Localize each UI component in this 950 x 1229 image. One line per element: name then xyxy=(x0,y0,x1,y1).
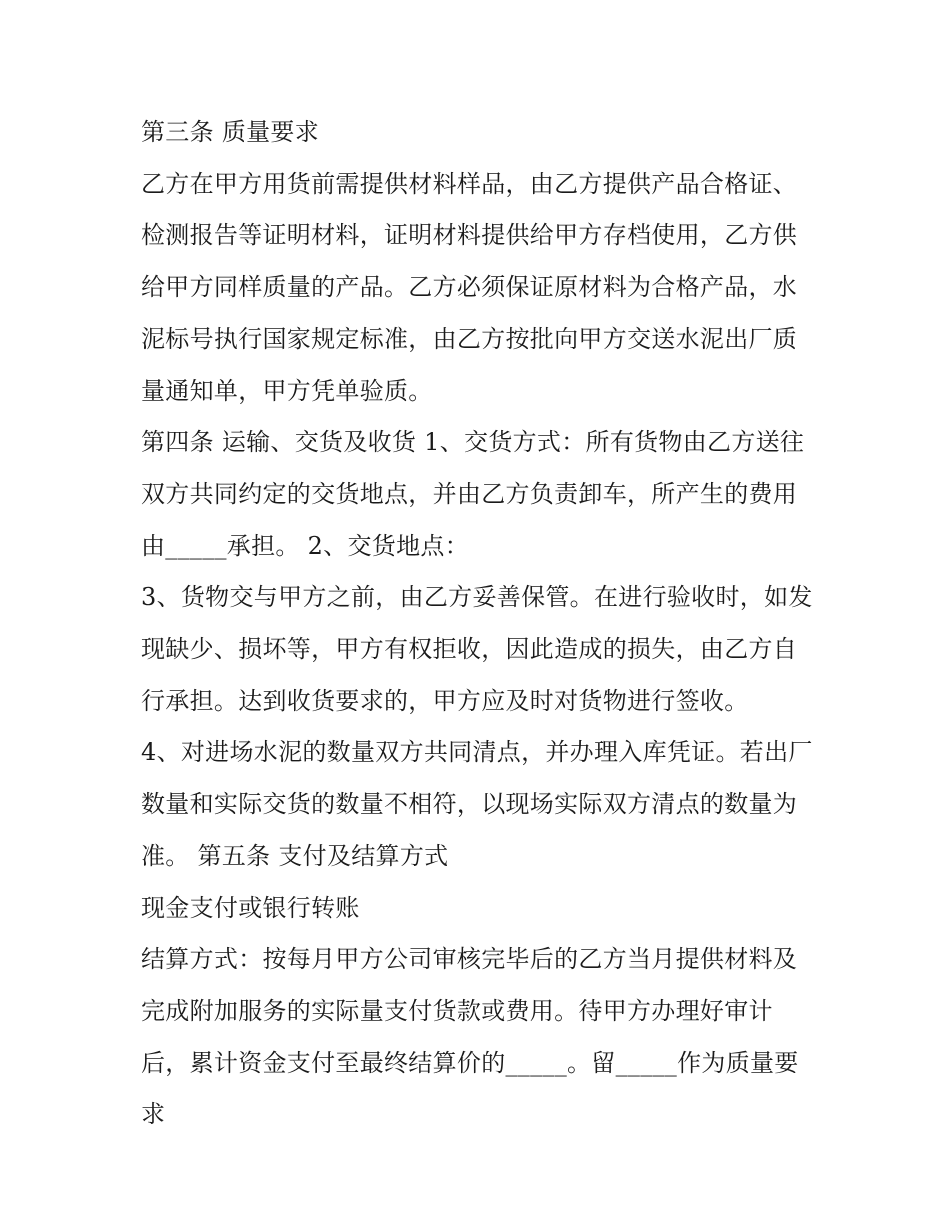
paragraph-settlement-method: 结算方式：按每月甲方公司审核完毕后的乙方当月提供材料及完成附加服务的实际量支付货款或费用。待甲方办理好审计后，累计资金支付至最终结算价的_____。留_____作为质量要求 xyxy=(141,945,799,1129)
section-heading-article-3: 第三条 质量要求 xyxy=(141,118,320,146)
paragraph-item-3-custody: 3、货物交与甲方之前，由乙方妥善保管。在进行验收时，如发现缺少、损坏等，甲方有权拒收，因此造成的损失，由乙方自行承担。达到收货要求的，甲方应及时对货物进行签收。 xyxy=(141,583,813,715)
paragraph-payment-method: 现金支付或银行转账 xyxy=(141,893,360,922)
paragraph-item-4-quantity: 4、对进场水泥的数量双方共同清点，并办理入库凭证。若出厂数量和实际交货的数量不相符，以现场实际双方清点的数量为准。 第五条 支付及结算方式 xyxy=(141,738,813,870)
document-body xyxy=(141,107,816,1141)
paragraph-quality-requirements: 乙方在甲方用货前需提供材料样品，由乙方提供产品合格证、检测报告等证明材料，证明材料提供给甲方存档使用，乙方供给甲方同样质量的产品。乙方必须保证原材料为合格产品，水泥标号执行国家规定标准，由乙方按批向甲方交送水泥出厂质量通知单，甲方凭单验质。 xyxy=(141,169,798,405)
paragraph-article-4-delivery: 第四条 运输、交货及收货 1、交货方式：所有货物由乙方送往双方共同约定的交货地点，并由乙方负责卸车，所产生的费用由_____承担。 2、交货地点： xyxy=(141,428,805,560)
